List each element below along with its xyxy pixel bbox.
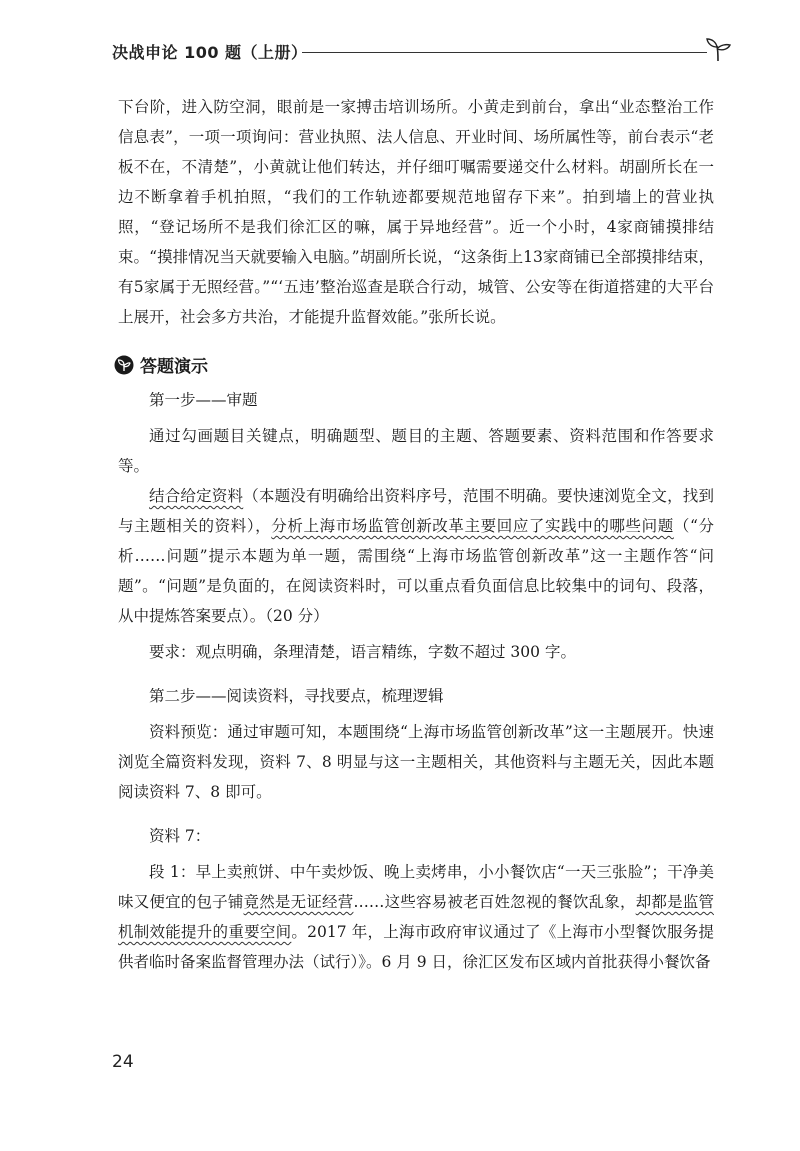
key-phrase-question: 分析上海市场监管创新改革主要回应了实践中的哪些问题 bbox=[271, 517, 674, 535]
segment-key-2: 却都是监管机制效能提升的重要空间 bbox=[118, 893, 714, 941]
step1-question bbox=[118, 481, 714, 631]
segment-key-1: 竟然是无证经营 bbox=[243, 893, 354, 911]
question-note-1: （本题没有明确给出资料序号，范围不明确。要快速浏览全文，找到与主题相关的资料）， bbox=[118, 487, 714, 535]
step1-title: 第一步——审题 bbox=[149, 391, 258, 409]
step1-requirement: 要求：观点明确，条理清楚，语言精练，字数不超过 300 字。 bbox=[149, 643, 576, 661]
key-phrase-material: 结合给定资料 bbox=[149, 487, 244, 505]
segment-text-a: 段 1：早上卖煎饼、中午卖炒饭、晚上卖烤串，小小餐饮店“一天三张脸”；干净美味又便宜的包子铺 bbox=[118, 863, 714, 911]
step1-line1: 通过勾画题目关键点，明确题型、题目的主题、答题要素、资料范围和作答要求等。 bbox=[118, 427, 714, 475]
book-title: 决战申论 100 题（上册） bbox=[112, 43, 308, 62]
leaf-badge-icon bbox=[114, 355, 134, 375]
material-segment-1 bbox=[118, 857, 714, 977]
material-label: 资料 7： bbox=[149, 827, 211, 845]
segment-text-c: 。2017 年，上海市政府审议通过了《上海市小型餐饮服务提供者临时备案监督管理办法（试行）》。6 月 9 日，徐汇区发布区域内首批获得小餐饮备 bbox=[118, 923, 714, 971]
segment-text-b: ……这些容易被老百姓忽视的餐饮乱象， bbox=[353, 893, 636, 911]
question-note-2: （“分析……问题”提示本题为单一题，需围绕“上海市场监管创新改革”这一主题作答“问题”。“问题”是负面的，在阅读资料时，可以重点看负面信息比较集中的词句、段落，从中提炼答案要点）。（20 分） bbox=[118, 517, 714, 625]
running-header bbox=[112, 36, 732, 66]
step2-title: 第二步——阅读资料，寻找要点，梳理逻辑 bbox=[149, 687, 444, 705]
page-number: 24 bbox=[112, 1052, 134, 1072]
header-rule bbox=[302, 52, 707, 53]
page-body bbox=[118, 92, 714, 977]
section-heading bbox=[114, 352, 714, 377]
sprout-icon bbox=[704, 36, 732, 62]
intro-paragraph: 下台阶，进入防空洞，眼前是一家搏击培训场所。小黄走到前台，拿出“业态整治工作信息表”，一项一项询问：营业执照、法人信息、开业时间、场所属性等，前台表示“老板不在，不清楚”，小黄就让他们转达，并仔细叮嘱需要递交什么材料。胡副所长在一边不断拿着手机拍照，“我们的工作轨迹都要规范地留存下来”。拍到墙上的营业执照，“登记场所不是我们徐汇区的嘛，属于异地经营”。近一个小时，4家商铺摸排结束。“摸排情况当天就要输入电脑。”胡副所长说，“这条街上13家商铺已全部摸排结束，有5家属于无照经营。”“‘五违’整治巡查是联合行动，城管、公安等在街道搭建的大平台上展开，社会多方共治，才能提升监督效能。”张所长说。 bbox=[118, 98, 714, 326]
step2-preview: 资料预览：通过审题可知，本题围绕“上海市场监管创新改革”这一主题展开。快速浏览全篇资料发现，资料 7、8 明显与这一主题相关，其他资料与主题无关，因此本题阅读资料 7、8 即可。 bbox=[118, 723, 714, 801]
section-title: 答题演示 bbox=[140, 357, 208, 377]
